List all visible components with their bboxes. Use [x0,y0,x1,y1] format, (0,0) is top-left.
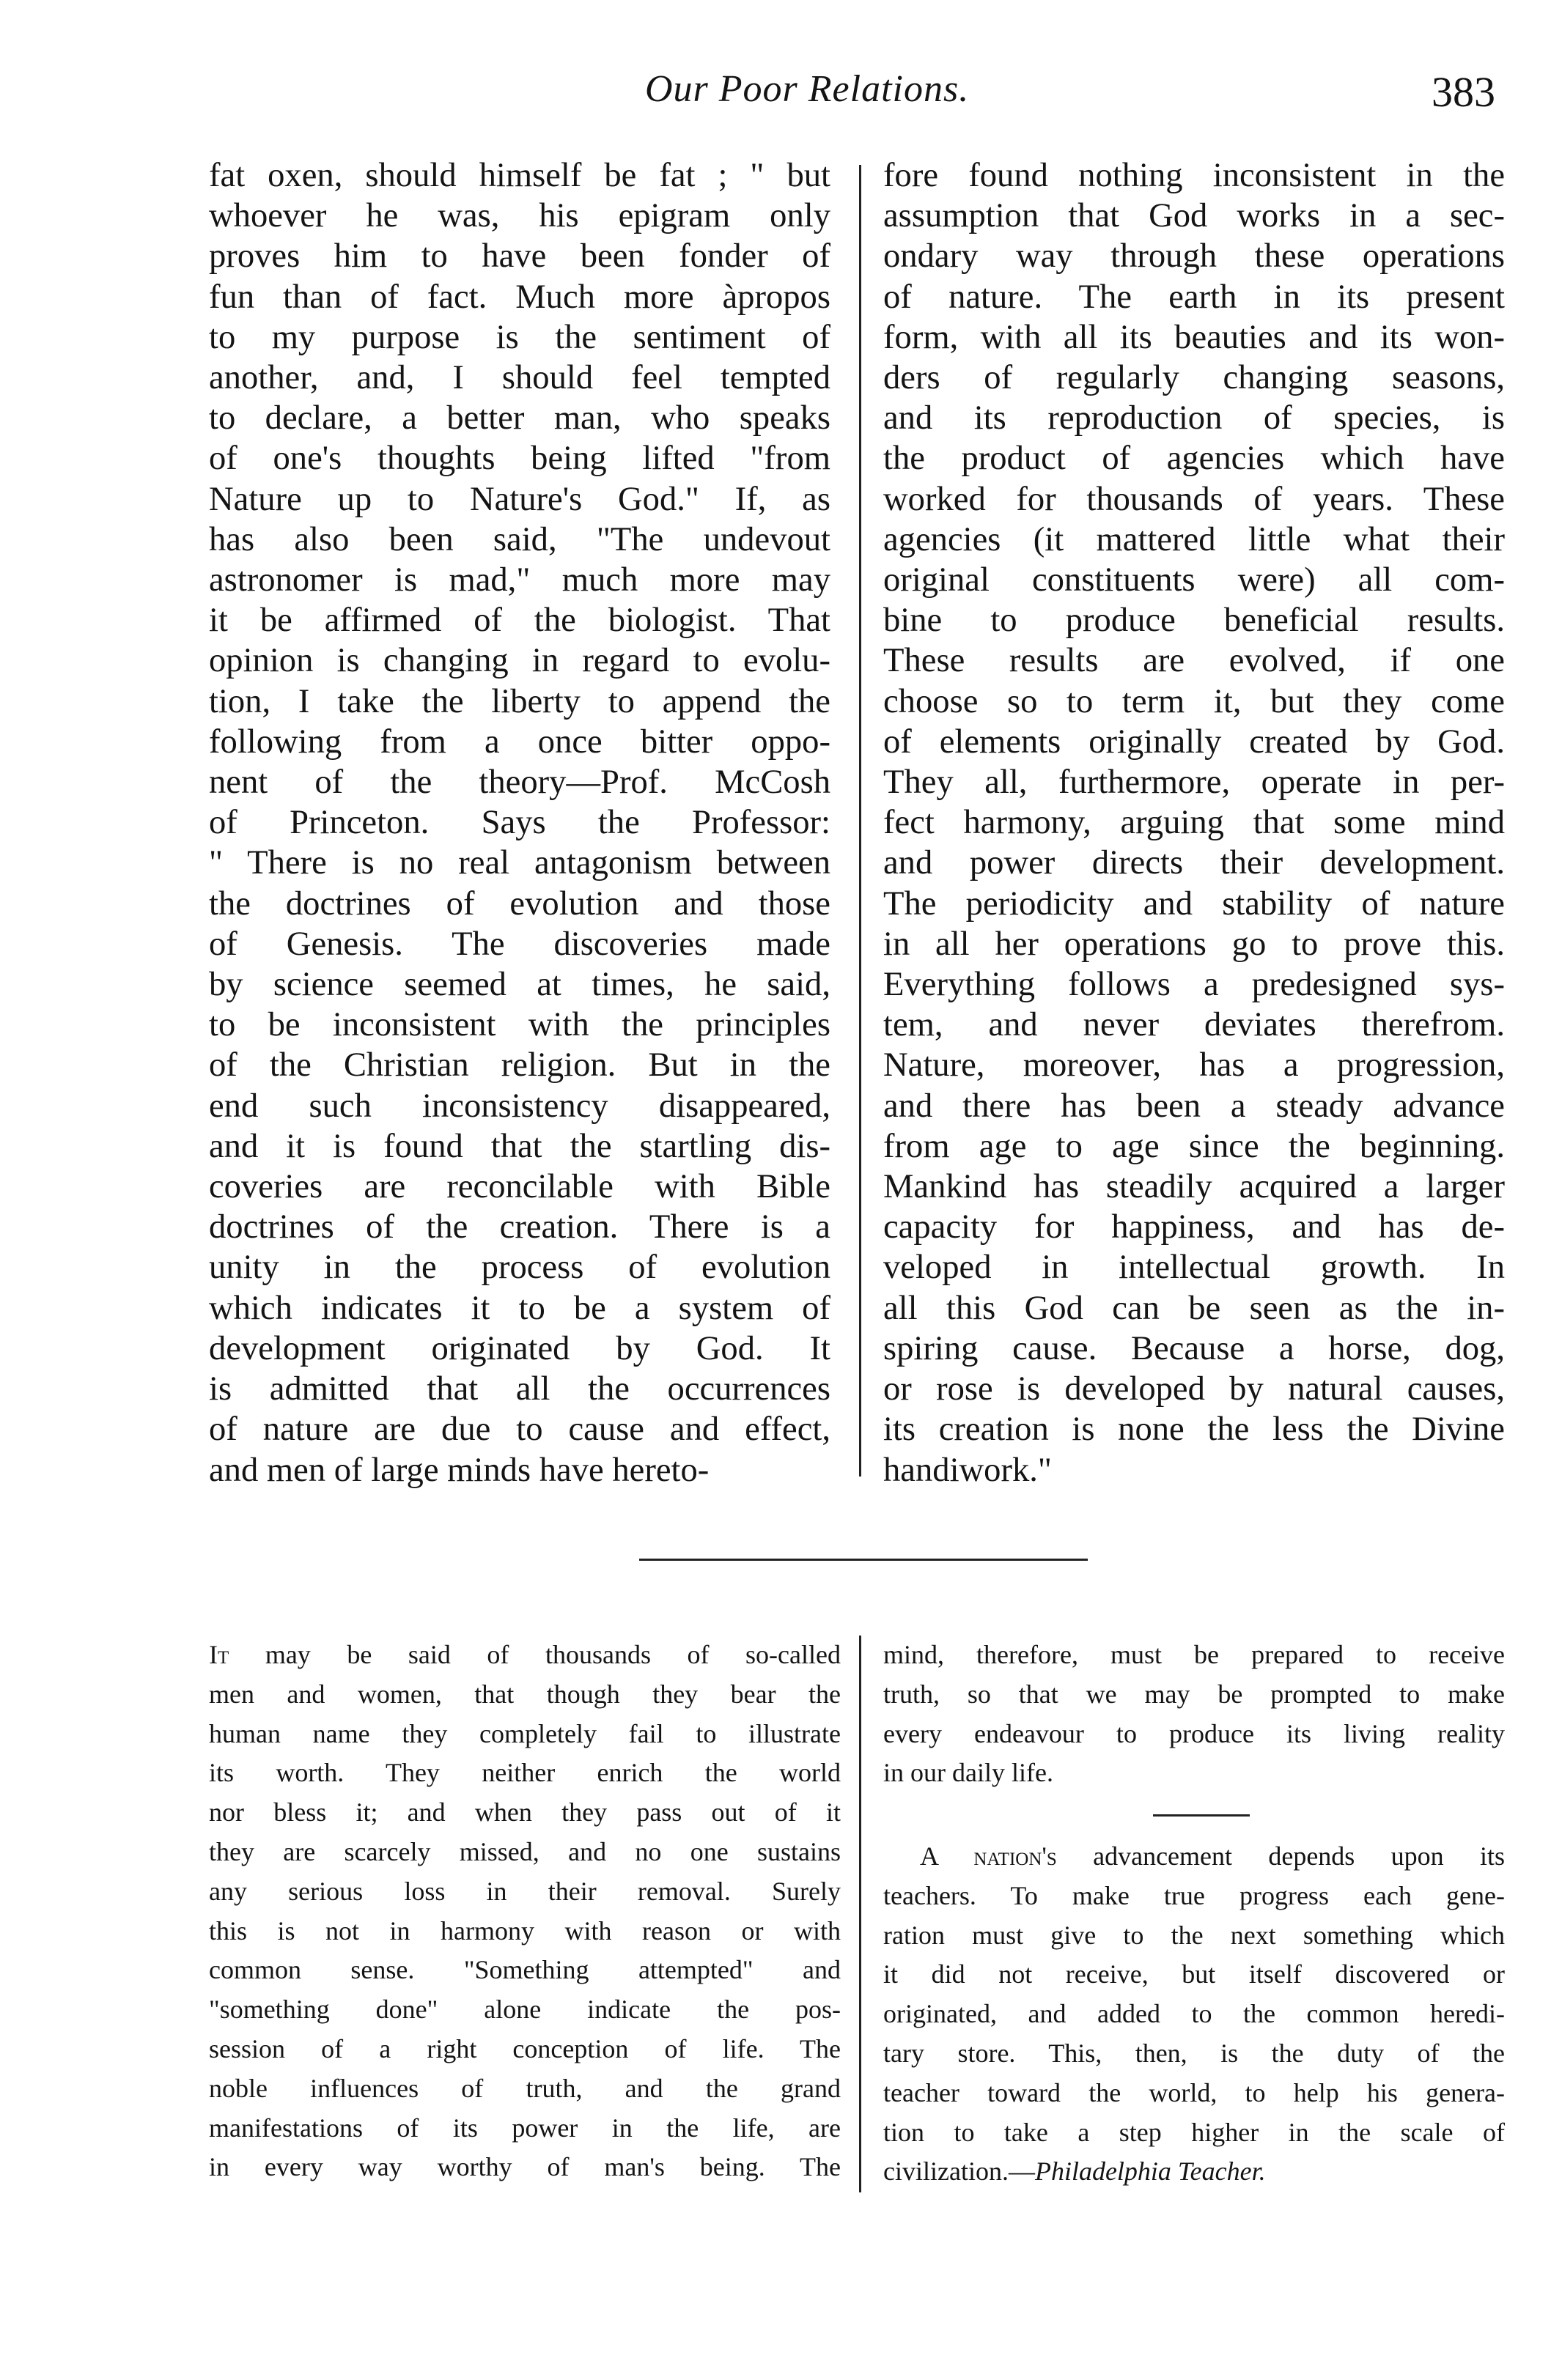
text-line: "something done" alone indicate the pos- [209,1995,841,2025]
text-line: " There is no real antagonism between [209,843,830,882]
text-line: ders of regularly changing seasons, [883,358,1505,397]
text-line: any serious loss in their removal. Surely [209,1876,841,1906]
text-line: of Princeton. Says the Professor: [209,803,830,842]
text-line: Mankind has steadily acquired a larger [883,1167,1505,1206]
text-line: truth, so that we may be prompted to make [883,1679,1505,1709]
text-line: opinion is changing in regard to evolu- [209,641,830,680]
text-line: every endeavour to produce its living reality [883,1718,1505,1748]
text-line: and there has been a steady advance [883,1086,1505,1125]
text-line: nor bless it; and when they pass out of it [209,1797,841,1828]
lower-right-paragraph-2 [883,1837,1505,2192]
text-line: its worth. They neither enrich the world [209,1758,841,1788]
text-line: worked for thousands of years. These [883,479,1505,518]
citation-line: civilization.—Philadelphia Teacher. [883,2157,1266,2187]
text-line: tary store. This, then, is the duty of the [883,2038,1505,2068]
text-line: Nature, moreover, has a progression, [883,1046,1505,1084]
text-line: originated, and added to the common heredi- [883,1999,1505,2029]
text-line: development originated by God. It [209,1328,830,1367]
text-line: The periodicity and stability of nature [883,884,1505,923]
text-line: of nature. The earth in its present [883,277,1505,316]
text-line: common sense. "Something attempted" and [209,1955,841,1985]
text-line: all this God can be seen as the in- [883,1288,1505,1327]
text-line: They all, furthermore, operate in per- [883,763,1505,802]
text-line: and it is found that the startling dis- [209,1126,830,1165]
text-line: Everything follows a predesigned sys- [883,965,1505,1004]
text-line: session of a right conception of life. The [209,2033,841,2063]
text-line: original constituents were) all com- [883,561,1505,599]
para2-first-line: A nation's advancement depends upon its [920,1841,1505,1871]
text-line: by science seemed at times, he said, [209,965,830,1004]
text-line: proves him to have been fonder of [209,237,830,276]
text-line: tion, I take the liberty to append the [209,681,830,720]
text-line: bine to produce beneficial results. [883,601,1505,640]
text-line: to be inconsistent with the principles [209,1005,830,1044]
text-line: of Genesis. The discoveries made [209,924,830,963]
text-line: it be affirmed of the biologist. That [209,601,830,640]
lower-left-first-line: It may be said of thousands of so-called [209,1640,841,1669]
text-line: coveries are reconcilable with Bible [209,1167,830,1206]
text-line: it did not receive, but itself discovered or [883,1959,1505,1989]
text-line: to my purpose is the sentiment of [209,317,830,356]
text-line: teacher toward the world, to help his genera- [883,2077,1505,2107]
text-line: and its reproduction of species, is [883,399,1505,437]
text-line: in every way worthy of man's being. The [209,2152,841,2182]
text-line: whoever he was, his epigram only [209,196,830,235]
lead-small-caps: A nation's [920,1841,1057,1871]
text-line: mind, therefore, must be prepared to receive [883,1640,1505,1669]
text-line: of elements originally created by God. [883,722,1505,761]
text-line: to declare, a better man, who speaks [209,399,830,437]
text-line: choose so to term it, but they come [883,681,1505,720]
text-line: men and women, that though they bear the [209,1679,841,1709]
text-line: These results are evolved, if one [883,641,1505,680]
text-line: another, and, I should feel tempted [209,358,830,397]
section-separator [639,1559,1088,1561]
text-line: assumption that God works in a sec- [883,196,1505,235]
text-line: in our daily life. [883,1758,1053,1788]
text-line: capacity for happiness, and has de- [883,1208,1505,1246]
text-line: or rose is developed by natural causes, [883,1370,1505,1408]
text-line: its creation is none the less the Divine [883,1410,1505,1449]
running-header-title: Our Poor Relations. [645,68,970,110]
text-line: nent of the theory—Prof. McCosh [209,763,830,802]
text-line: following from a once bitter oppo- [209,722,830,761]
text-line: veloped in intellectual growth. In [883,1248,1505,1287]
lower-left-column [209,1636,841,2187]
text-line: has also been said, "The undevout [209,520,830,558]
text-line: ration must give to the next something which [883,1920,1505,1950]
short-separator [1153,1814,1250,1817]
text-line: astronomer is mad," much more may [209,561,830,599]
text-line: human name they completely fail to illustrate [209,1718,841,1748]
text-line: in all her operations go to prove this. [883,924,1505,963]
text-line: is admitted that all the occurrences [209,1370,830,1408]
text-line: and men of large minds have hereto- [209,1450,710,1489]
column-divider-upper [859,165,861,1477]
text-line: spiring cause. Because a horse, dog, [883,1328,1505,1367]
text-line: fun than of fact. Much more àpropos [209,277,830,316]
text-line: unity in the process of evolution [209,1248,830,1287]
citation-source: Philadelphia Teacher. [1034,2157,1266,2187]
text-line: they are scarcely missed, and no one sustains [209,1836,841,1866]
lead-small-caps: It [209,1640,229,1669]
text-line: the product of agencies which have [883,439,1505,478]
text-line: doctrines of the creation. There is a [209,1208,830,1246]
text-line: from age to age since the beginning. [883,1126,1505,1165]
text-line: the doctrines of evolution and those [209,884,830,923]
text-line: end such inconsistency disappeared, [209,1086,830,1125]
text-line: of one's thoughts being lifted "from [209,439,830,478]
text-line: form, with all its beauties and its won- [883,317,1505,356]
text-line: which indicates it to be a system of [209,1288,830,1327]
text-line: of nature are due to cause and effect, [209,1410,830,1449]
upper-left-column [209,155,830,1490]
text-line: manifestations of its power in the life, are [209,2113,841,2143]
text-line: of the Christian religion. But in the [209,1046,830,1084]
text-line: noble influences of truth, and the grand [209,2073,841,2103]
text-line: ondary way through these operations [883,237,1505,276]
upper-right-column [883,155,1505,1490]
text-line: handiwork." [883,1450,1052,1489]
text-line: agencies (it mattered little what their [883,520,1505,558]
page-number: 383 [1432,68,1495,116]
text-line: teachers. To make true progress each gene- [883,1880,1505,1910]
column-divider-lower [859,1636,861,2192]
text-line: Nature up to Nature's God." If, as [209,479,830,518]
text-line: and power directs their development. [883,843,1505,882]
lower-right-column [883,1636,1505,1793]
text-line: this is not in harmony with reason or with [209,1915,841,1945]
text-line: fat oxen, should himself be fat ; " but [209,156,830,194]
text-line: tion to take a step higher in the scale of [883,2117,1505,2147]
text-line: fore found nothing inconsistent in the [883,156,1505,194]
text-line: tem, and never deviates therefrom. [883,1005,1505,1044]
text-line: fect harmony, arguing that some mind [883,803,1505,842]
